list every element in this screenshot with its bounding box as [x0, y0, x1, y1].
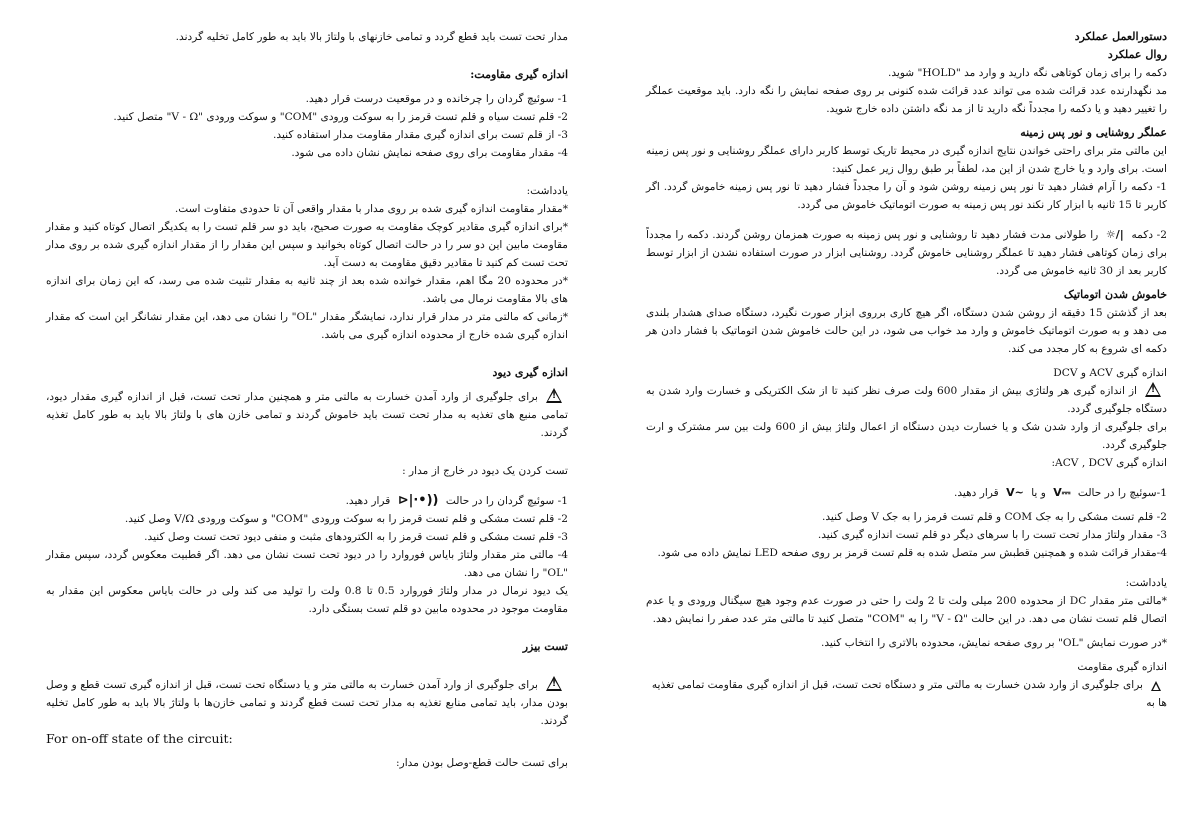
note-item: *در محدوده 20 مگا اهم، مقدار خوانده شده بعد از چند ثانیه به مقدار تثبیت شده می رسد، که این زمان برای اندازه های بالا مقاومت نرمال می باشد.	[46, 275, 568, 305]
autooff-heading: خاموش شدن اتوماتیک	[1063, 288, 1167, 301]
ac-voltage-icon: V~	[1006, 486, 1024, 499]
hold-line: مد نگهدارنده عدد قرائت شده می تواند عدد قرائت شده کنونی بر روی صفحه نمایش را نگه دارد. باید موقعیت عملگر را تغییر دهید و یا دکمه را مجدداً نگه دارید تا از مد نگه داشتن داده خارج شوید.	[646, 85, 1167, 115]
diode-step: 3- قلم تست مشکی و قلم تست قرمز را به الکترودهای مثبت و منفی دیود تحت تست وصل کنید.	[144, 531, 568, 543]
autooff-text: بعد از گذشتن 15 دقیقه از روشن شدن دستگاه، اگر هیچ کاری برروی ابزار صورت نگیرد، دستگاه صدای هشدار بلندی می دهد و به صورت اتوماتیک خاموش و وارد مد خواب می شود، در این حالت خاموش شدن اتوماتیک با فشار دادن هر دکمه ای شروع به کار مجدد می کند.	[646, 307, 1167, 355]
backlight-icon: ☼/|	[1105, 228, 1124, 241]
backlight-intro: این مالتی متر برای راحتی خواندن نتایج اندازه گیری در محیط تاریک توسط کاربر دارای عملگر روشنایی و نور پس زمینه است. برای وارد و یا خارج شدن از این مد، لطفاً بر طبق روال زیر عمل کنید:	[646, 145, 1167, 175]
voltage-warning: !از اندازه گیری هر ولتاژی بیش از مقدار 600 ولت صرف نظر کنید تا از شک الکتریکی و خسارت وارد شدن به دستگاه جلوگیری گردد.	[646, 382, 1167, 418]
note-item: *زمانی که مالتی متر در مدار قرار ندارد، نمایشگر مقدار "OL" را نشان می دهد، این مقدار نشانگر این است که مقدار اندازه گیری شده خارج از محدوده اندازه گیری می باشد.	[46, 311, 569, 341]
notes-heading: یادداشت:	[526, 185, 568, 197]
diode-external: تست کردن یک دیود در خارج از مدار :	[402, 465, 568, 477]
diode-warning: !برای جلوگیری از وارد آمدن خسارت به مالتی متر و همچنین مدار تحت تست، قبل از اندازه گیری مقدار دیود، تمامی منبع های تغذیه به مدار تحت تست باید خاموش گردند و تمامی خازن های با ولتاژ بالا باید به طور کامل تغذیه گردند.	[46, 388, 568, 442]
voltage-sub: اندازه گیری ACV , DCV:	[1051, 457, 1167, 469]
diode-step: 4- مالتی متر مقدار ولتاژ بایاس فوروارد را در دیود تحت تست نشان می دهد. اگر قطبیت معکوس گردد، سپس مقدار "OL" را نشان می دهد.	[46, 549, 568, 579]
voltage-step: 2- قلم تست مشکی را به جک COM و قلم تست قرمز را به جک V وصل کنید.	[821, 511, 1167, 523]
backlight-step1: 1- دکمه را آرام فشار دهید تا نور پس زمینه روشن شود و آن را مجدداً فشار دهید تا نور پس زمینه خاموش گردد. اگر کاربر تا 15 ثانیه با ابزار کار نکند نور پس زمینه به صورت اتوماتیک خاموش می گردد.	[646, 181, 1167, 211]
buzzer-warning: !برای جلوگیری از وارد آمدن خسارت به مالتی متر و یا دستگاه تحت تست، قبل از اندازه گیری تست قطع و وصل بودن مدار، باید تمامی منابع تغذیه به مدار تحت تست قطع گردند و تمامی خازن‌ها با ولتاژ بالا باید به طور کامل تخلیه گردند.	[46, 676, 568, 730]
voltage-step: 3- مقدار ولتاژ مدار تحت تست را با سرهای دیگر دو قلم تست اندازه گیری کنید.	[817, 529, 1167, 541]
intro-text: مدار تحت تست باید قطع گردد و تمامی خازنهای با ولتاژ بالا باید به طور کامل تخلیه گردند.	[175, 31, 568, 43]
resistance-step: 4- مقدار مقاومت برای روی صفحه نمایش نشان داده می شود.	[291, 147, 568, 159]
right-column	[646, 28, 1167, 712]
note-item: *برای اندازه گیری مقادیر کوچک مقاومت به صورت صحیح، باید دو سر قلم تست را به یکدیگر اتصال کوتاه کنید و مقدار مقاومت مابین این دو سر را در حالت اتصال کوتاه بخوانید و سپس این مقدار را از مقدار اندازه گیری شده بر روی مدار تحت تست کم کنید تا مقادیر دقیق مقاومت به دست آید.	[46, 221, 568, 269]
backlight-step2: 2- دکمه ☼/| را طولانی مدت فشار دهید تا روشنایی و نور پس زمینه به صورت همزمان روشن گردند. دکمه را مجدداً برای زمان کوتاهی فشار دهید تا عملگر روشنایی خاموش گردد. روشنایی ابزار در صورت استفاده نشدن از ابزار توسط کاربر بعد از 30 ثانیه خاموش می گردد.	[646, 228, 1168, 277]
resistance-heading: اندازه گیری مقاومت:	[470, 68, 568, 81]
warning-icon	[1145, 382, 1161, 397]
diode-normal: یک دیود نرمال در مدار ولتاژ فوروارد 0.5 تا 0.8 ولت را تولید می کند ولی در حالت بایاس معکوس این مقدار به مقاومت موجود در محدوده مابین دو قلم تست بستگی دارد.	[46, 585, 568, 615]
note-item: *مالتی متر مقدار DC از محدوده 200 میلی ولت تا 2 ولت را حتی در صورت عدم وجود هیچ سیگنال ورودی و یا عدم اتصال قلم تست نشان می دهد. در این حالت "V - Ω" را به "COM" متصل کنید تا مالتی متر عدد صفر را نمایش دهد.	[646, 595, 1167, 625]
resistance-footer-heading: اندازه گیری مقاومت	[1077, 661, 1167, 673]
diode-step1: 1- سوئیچ گردان را در حالت ⊳|·•)) قرار دهید.	[345, 493, 568, 508]
notes-heading: یادداشت:	[1125, 577, 1167, 589]
resistance-step: 1- سوئیچ گردان را چرخانده و در موقعیت درست قرار دهید.	[305, 93, 568, 105]
warning-icon	[546, 388, 562, 403]
voltage-step1: 1-سوئیچ را در حالت V⎓ و یا V~ قرار دهید.	[646, 484, 1167, 502]
resistance-step: 2- قلم تست سیاه و قلم تست قرمز را به سوکت ورودی "COM" و سوکت ورودی "V - Ω" متصل کنید.	[113, 111, 568, 123]
buzzer-english: For on-off state of the circuit:	[46, 731, 233, 746]
buzzer-footer: برای تست حالت قطع-وصل بودن مدار:	[396, 757, 568, 769]
diode-heading: اندازه گیری دیود	[492, 366, 568, 379]
hold-line: دکمه را برای زمان کوتاهی نگه دارید و وارد مد "HOLD" شوید.	[887, 67, 1167, 79]
note-item: *در صورت نمایش "OL" بر روی صفحه نمایش، محدوده بالاتری را انتخاب کنید.	[820, 637, 1167, 649]
backlight-heading: عملگر روشنایی و نور پس زمینه	[1020, 126, 1167, 139]
note-item: *مقدار مقاومت اندازه گیری شده بر روی مدار با مقدار واقعی آن تا حدودی متفاوت است.	[174, 203, 568, 215]
diode-buzzer-icon: ⊳|·•))	[397, 493, 439, 508]
dc-voltage-icon: V⎓	[1053, 486, 1071, 499]
hold-heading: روال عملکرد	[1107, 48, 1167, 61]
warning-icon	[1151, 681, 1161, 691]
resistance-footer-warning: برای جلوگیری از وارد شدن خسارت به مالتی متر و دستگاه تحت تست، قبل از اندازه گیری مقاومت تمامی تغذیه ها به	[651, 679, 1167, 709]
page-title: دستورالعمل عملکرد	[1074, 30, 1167, 43]
warning-icon	[546, 676, 562, 691]
voltage-heading: اندازه گیری ACV و DCV	[1053, 367, 1167, 379]
diode-step: 2- قلم تست مشکی و قلم تست قرمز را به سوکت ورودی "COM" و سوکت ورودی V/Ω وصل کنید.	[124, 513, 568, 525]
buzzer-heading: تست بیزر	[522, 640, 568, 653]
left-column	[46, 28, 568, 772]
resistance-step: 3- از قلم تست برای اندازه گیری مقدار مقاومت مدار استفاده کنید.	[273, 129, 568, 141]
voltage-step: 4-مقدار قرائت شده و همچنین قطبش سر متصل شده به قلم تست قرمز بر روی صفحه LED نمایش داده می شود.	[657, 547, 1167, 559]
voltage-protection: برای جلوگیری از وارد شدن شک و یا خسارت دیدن دستگاه از اعمال ولتاژ بیش از 600 ولت بین سر مشترک و ارت جلوگیری گردد.	[646, 421, 1167, 451]
